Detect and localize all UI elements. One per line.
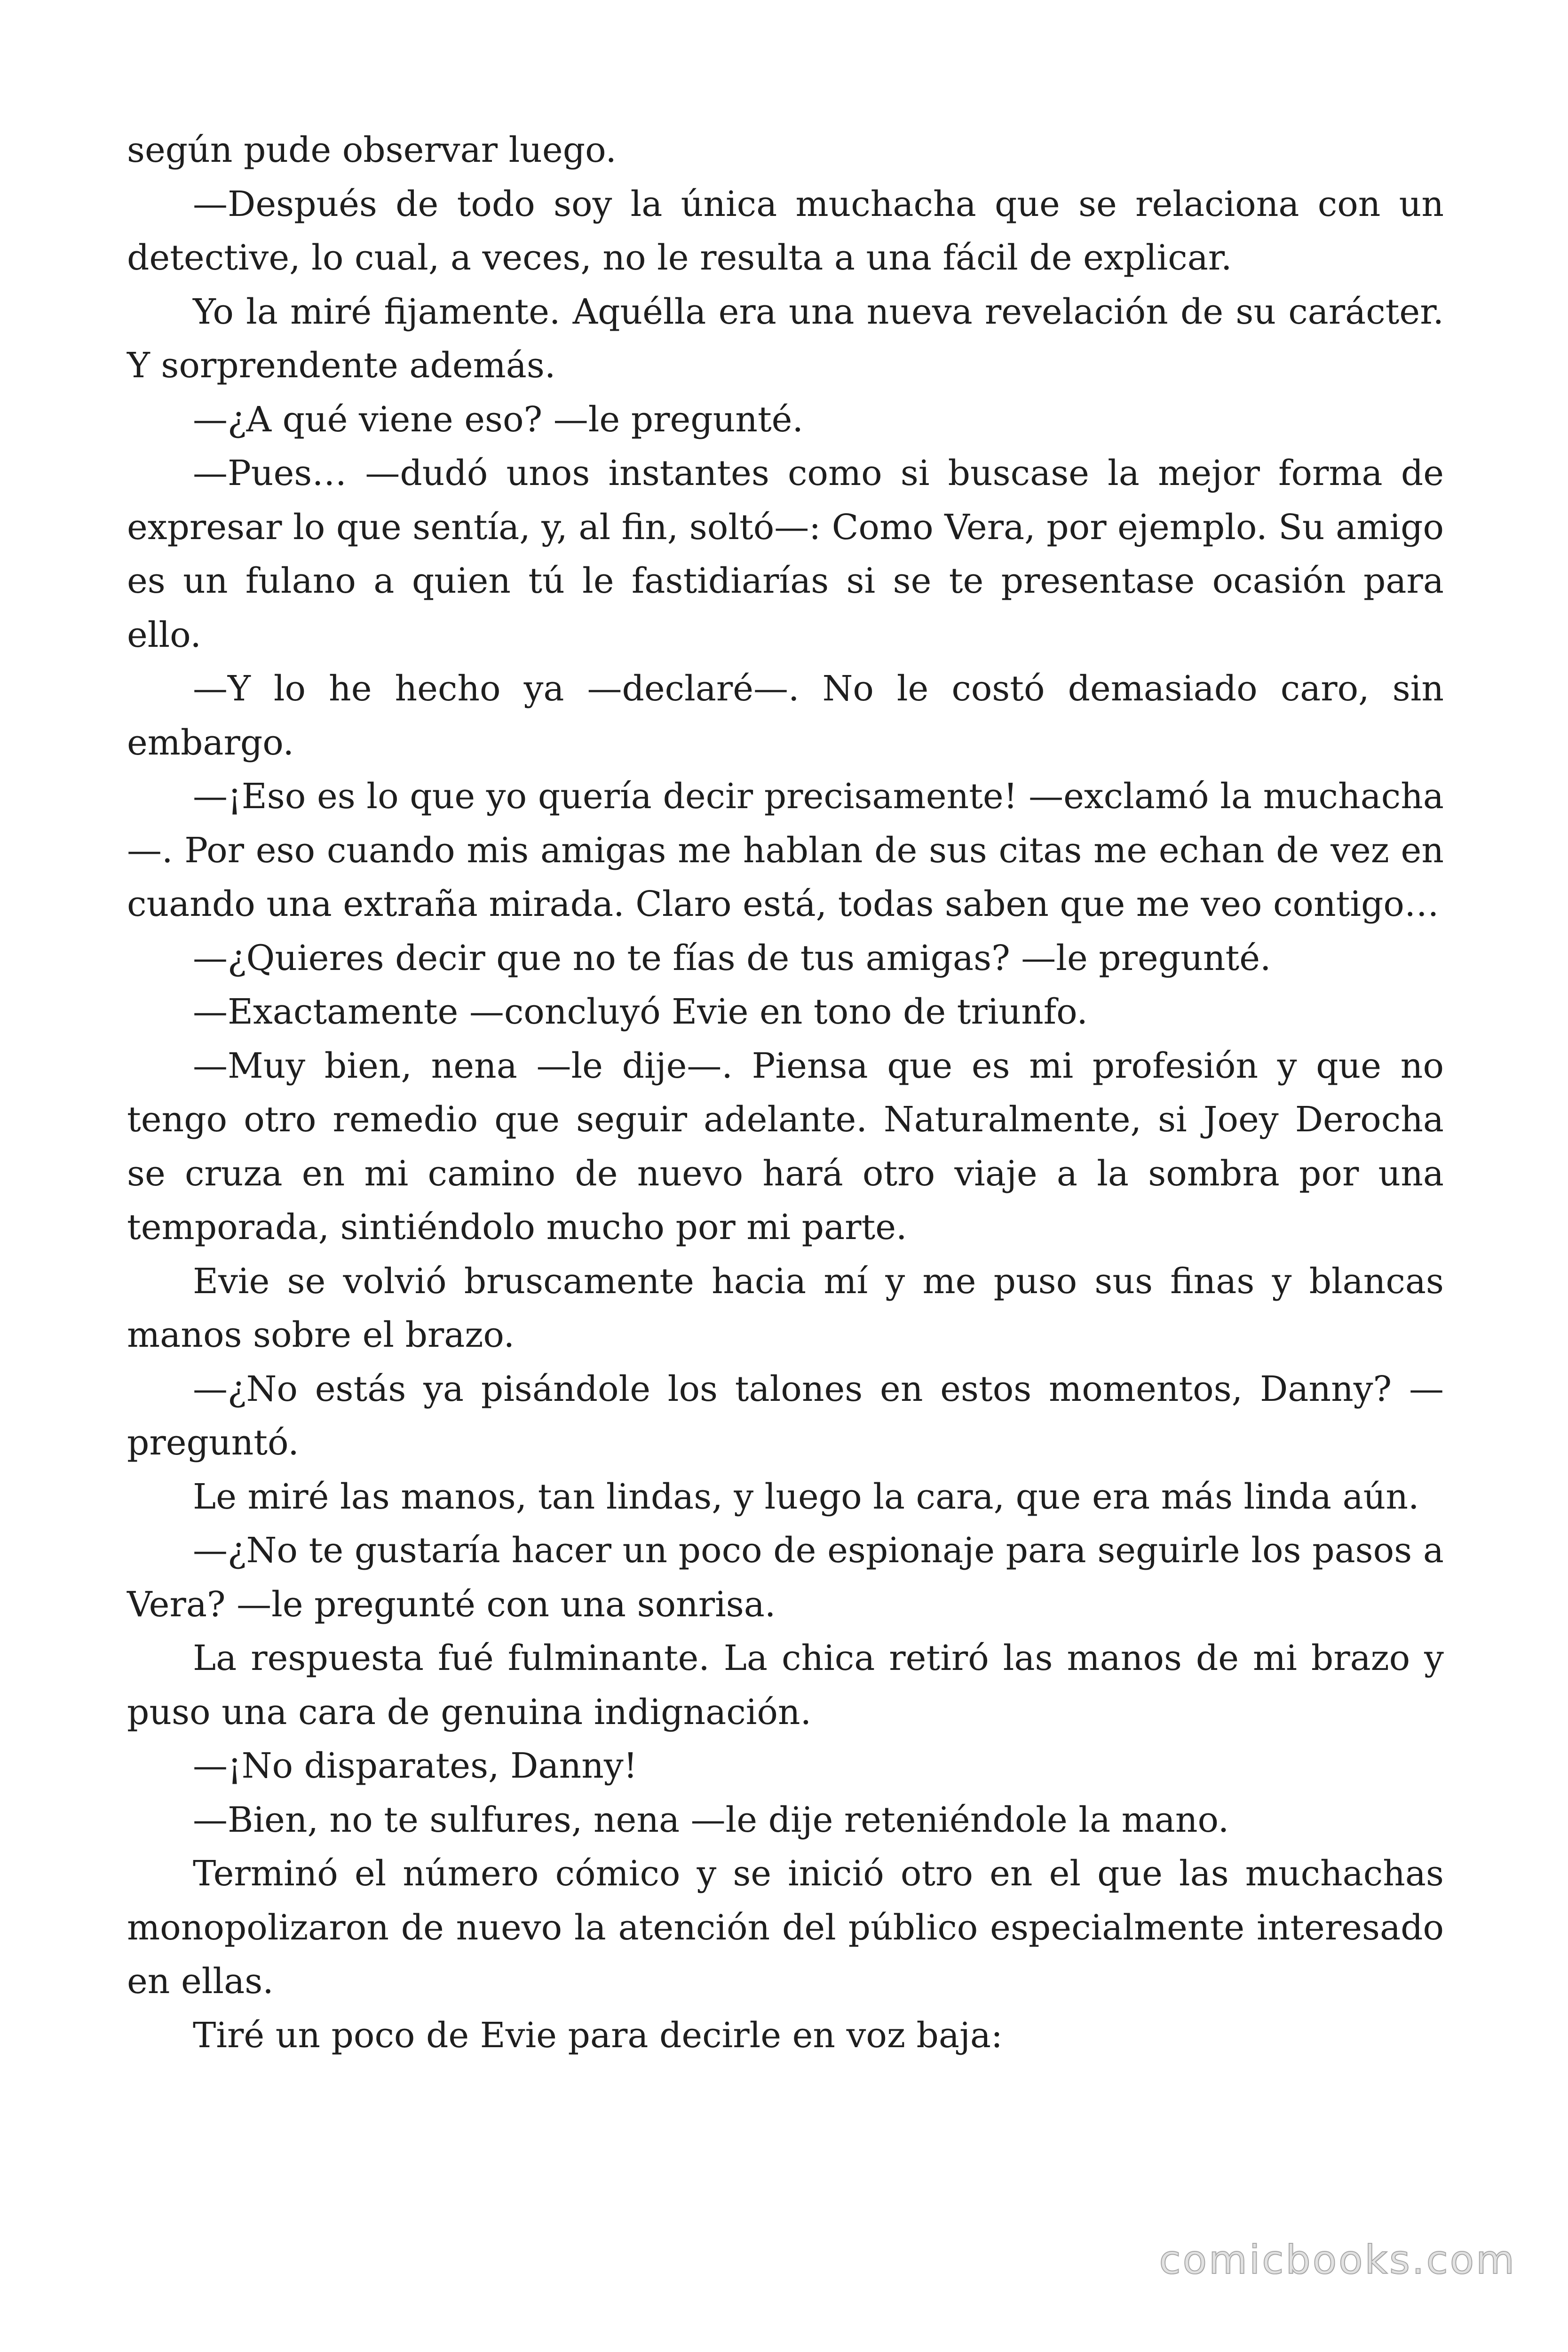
paragraph: Tiré un poco de Evie para decirle en voz baja: [193,2015,1003,2056]
paragraph: —¿No te gustaría hacer un poco de espionaje para seguirle los pasos a Vera? —le pregunté con una sonrisa. [127,1530,1444,1625]
paragraph: —¿Quieres decir que no te fías de tus amigas? —le pregunté. [193,938,1271,978]
paragraph: —Muy bien, nena —le dije—. Piensa que es mi profesión y que no tengo otro remedio que seguir adelante. Naturalmente, si Joey Derocha se cruza en mi camino de nuevo hará otro viaje a la sombra por una temporada, sintiéndolo mucho por mi parte. [127,1045,1444,1248]
paragraph: —Bien, no te sulfures, nena —le dije reteniéndole la mano. [193,1799,1229,1840]
paragraph: Yo la miré fijamente. Aquélla era una nueva revelación de su carácter. Y sorprendente además. [127,291,1444,386]
paragraph: —Exactamente —concluyó Evie en tono de triunfo. [193,992,1088,1032]
paragraph: —Y lo he hecho ya —declaré—. No le costó demasiado caro, sin embargo. [127,668,1444,763]
paragraph: —Después de todo soy la única muchacha que se relaciona con un detective, lo cual, a veces, no le resulta a una fácil de explicar. [127,183,1444,278]
watermark-logo: comicbooks.com [1159,2237,1516,2283]
paragraph: —Pues… —dudó unos instantes como si buscase la mejor forma de expresar lo que sentía, y, al fin, soltó—: Como Vera, por ejemplo. Su amigo es un fulano a quien tú le fastidiarías si se te presentase ocasión para ello. [127,453,1444,655]
paragraph: —¿A qué viene eso? —le pregunté. [193,399,803,440]
paragraph: Terminó el número cómico y se inició otro en el que las muchachas monopolizaron de nuevo la atención del público especialmente interesado en ellas. [127,1853,1444,2002]
paragraph: Evie se volvió bruscamente hacia mí y me puso sus finas y blancas manos sobre el brazo. [127,1261,1444,1355]
paragraph: Le miré las manos, tan lindas, y luego la cara, que era más linda aún. [193,1476,1419,1517]
body-text [127,123,1444,2062]
paragraph: —¿No estás ya pisándole los talones en estos momentos, Danny? —preguntó. [127,1368,1444,1463]
book-page [127,123,1444,2062]
paragraph: —¡No disparates, Danny! [193,1746,638,1786]
paragraph-continuation: según pude observar luego. [127,130,617,170]
paragraph: La respuesta fué fulminante. La chica retiró las manos de mi brazo y puso una cara de genuina indignación. [127,1638,1444,1732]
paragraph: —¡Eso es lo que yo quería decir precisamente! —exclamó la muchacha—. Por eso cuando mis amigas me hablan de sus citas me echan de vez en cuando una extraña mirada. Claro está, todas saben que me veo contigo… [127,776,1444,924]
